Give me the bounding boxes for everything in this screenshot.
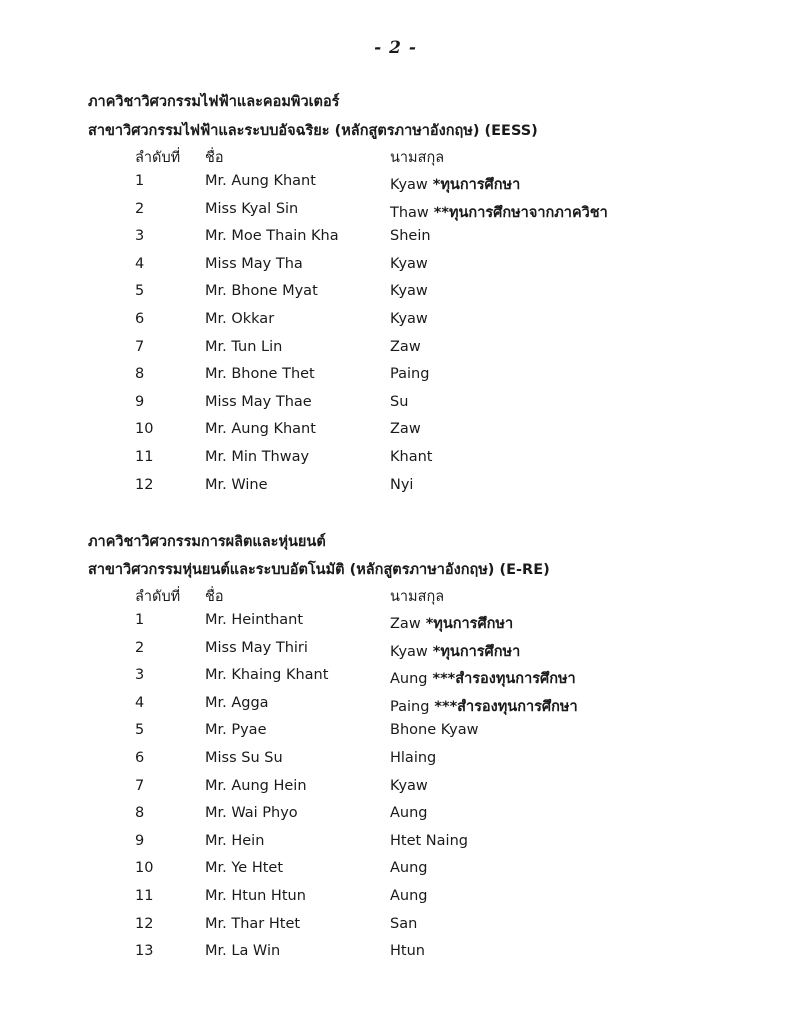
table-row (0, 805, 791, 827)
surname: Zaw (390, 338, 421, 355)
first-name: Mr. Agga (205, 694, 269, 711)
column-header-surname: นามสกุล (390, 589, 445, 605)
first-name: Mr. Aung Khant (205, 421, 316, 438)
surname: Zaw (390, 421, 421, 438)
first-name: Mr. Tun Lin (205, 338, 283, 355)
row-number: 1 (135, 612, 145, 628)
first-name: Mr. La Win (205, 943, 281, 960)
row-number: 2 (135, 639, 145, 656)
table-row (0, 612, 791, 634)
table-row (0, 833, 791, 855)
table-row (0, 339, 791, 361)
first-name: Miss Kyal Sin (205, 200, 299, 217)
surname-cell (390, 477, 413, 493)
first-name: Mr. Min Thway (205, 449, 310, 465)
row-number: 1 (135, 173, 145, 189)
table-row (0, 173, 791, 195)
first-name: Mr. Bhone Myat (205, 283, 318, 300)
first-name: Mr. Bhone Thet (205, 366, 315, 383)
column-header-name: ชื่อ (205, 589, 224, 605)
table-row (0, 778, 791, 800)
surname: Shein (390, 228, 431, 245)
row-number: 11 (135, 888, 154, 904)
table-row (0, 667, 791, 689)
row-number: 11 (135, 449, 154, 465)
page-number: - 2 - (374, 38, 417, 58)
surname: Aung (390, 805, 428, 822)
first-name: Mr. Moe Thain Kha (205, 228, 339, 245)
first-name: Mr. Wai Phyo (205, 805, 298, 822)
table-header (0, 585, 791, 607)
first-name: Mr. Heinthant (205, 612, 304, 628)
surname-cell (390, 421, 421, 437)
row-number: 10 (135, 421, 154, 438)
table-row (0, 394, 791, 416)
surname: Aung (390, 888, 428, 904)
surname-cell (390, 201, 608, 224)
first-name: Mr. Okkar (205, 311, 275, 327)
surname: Paing (390, 698, 430, 715)
table-row (0, 449, 791, 471)
first-name: Mr. Aung Khant (205, 173, 316, 189)
scholarship-note: **ทุนการศึกษาจากภาควิชา (433, 204, 608, 221)
surname-cell (390, 339, 421, 355)
first-name: Miss May Thae (205, 393, 312, 410)
surname-cell (390, 228, 431, 244)
row-number: 8 (135, 805, 145, 822)
surname-cell (390, 750, 436, 766)
surname: Bhone Kyaw (390, 722, 479, 739)
surname-cell (390, 667, 576, 690)
row-number: 12 (135, 476, 154, 493)
table-row (0, 366, 791, 388)
department-heading: ภาควิชาวิศวกรรมการผลิตและหุ่นยนต์ (88, 534, 326, 550)
scholarship-note: ***สำรองทุนการศึกษา (432, 671, 576, 688)
scholarship-note: *ทุนการศึกษา (432, 177, 521, 193)
surname: Aung (390, 860, 428, 877)
row-number: 9 (135, 393, 145, 410)
surname: Nyi (390, 476, 414, 493)
surname-cell (390, 449, 432, 465)
first-name: Mr. Pyae (205, 722, 267, 739)
column-header-name: ชื่อ (205, 150, 224, 166)
surname: Kyaw (390, 643, 428, 660)
first-name: Mr. Aung Hein (205, 777, 307, 794)
table-row (0, 201, 791, 223)
column-header-surname: นามสกุล (390, 150, 445, 166)
surname: Thaw (390, 204, 429, 221)
department-heading: ภาควิชาวิศวกรรมไฟฟ้าและคอมพิวเตอร์ (88, 94, 340, 110)
surname: Khant (390, 449, 433, 465)
surname: Htun (390, 943, 425, 960)
surname-cell (390, 860, 428, 876)
first-name: Mr. Hein (205, 832, 265, 849)
row-number: 5 (135, 283, 145, 300)
row-number: 10 (135, 860, 154, 877)
row-number: 4 (135, 255, 145, 272)
table-row (0, 888, 791, 910)
row-number: 7 (135, 777, 145, 794)
surname-cell (390, 366, 429, 382)
row-number: 6 (135, 311, 145, 327)
surname-cell (390, 778, 428, 794)
scholarship-note: ***สำรองทุนการศึกษา (434, 698, 578, 715)
surname: Zaw (390, 616, 421, 632)
surname: Paing (390, 366, 430, 383)
surname-cell (390, 256, 428, 272)
surname-cell (390, 888, 428, 904)
table-row (0, 421, 791, 443)
table-row (0, 695, 791, 717)
surname-cell (390, 640, 520, 663)
scholarship-note: *ทุนการศึกษา (425, 616, 514, 632)
first-name: Mr. Khaing Khant (205, 667, 329, 684)
surname: Kyaw (390, 311, 428, 327)
first-name: Miss May Thiri (205, 639, 308, 656)
row-number: 2 (135, 200, 145, 217)
first-name: Mr. Thar Htet (205, 915, 301, 932)
table-row (0, 640, 791, 662)
surname-cell (390, 722, 479, 738)
row-number: 3 (135, 667, 145, 684)
surname: San (390, 915, 418, 932)
table-row (0, 256, 791, 278)
surname: Aung (390, 671, 428, 688)
row-number: 12 (135, 915, 154, 932)
program-heading: สาขาวิศวกรรมหุ่นยนต์และระบบอัตโนมัติ (หลักสูตรภาษาอังกฤษ) (E-RE) (88, 562, 550, 578)
row-number: 4 (135, 694, 145, 711)
first-name: Miss May Tha (205, 255, 303, 272)
row-number: 7 (135, 338, 145, 355)
surname-cell (390, 283, 428, 299)
table-row (0, 228, 791, 250)
surname-cell (390, 173, 520, 196)
first-name: Mr. Wine (205, 476, 268, 493)
row-number: 8 (135, 366, 145, 383)
first-name: Miss Su Su (205, 750, 283, 766)
surname-cell (390, 943, 425, 959)
surname: Su (390, 393, 409, 410)
program-heading: สาขาวิศวกรรมไฟฟ้าและระบบอัจฉริยะ (หลักสูตรภาษาอังกฤษ) (EESS) (88, 123, 538, 139)
surname: Hlaing (390, 750, 437, 766)
first-name: Mr. Ye Htet (205, 860, 284, 877)
surname-cell (390, 833, 468, 849)
surname: Htet Naing (390, 832, 468, 849)
surname-cell (390, 311, 428, 327)
table-row (0, 283, 791, 305)
surname-cell (390, 695, 578, 718)
row-number: 13 (135, 943, 154, 960)
table-row (0, 750, 791, 772)
table-row (0, 477, 791, 499)
surname-cell (390, 394, 408, 410)
surname-cell (390, 805, 428, 821)
row-number: 5 (135, 722, 145, 739)
table-row (0, 943, 791, 965)
surname: Kyaw (390, 177, 428, 193)
table-row (0, 860, 791, 882)
row-number: 9 (135, 832, 145, 849)
surname-cell (390, 916, 417, 932)
table-row (0, 916, 791, 938)
scholarship-note: *ทุนการศึกษา (432, 643, 521, 660)
column-header-no: ลำดับที่ (135, 150, 181, 166)
column-header-no: ลำดับที่ (135, 589, 181, 605)
table-row (0, 722, 791, 744)
surname: Kyaw (390, 283, 428, 300)
row-number: 3 (135, 228, 145, 245)
surname: Kyaw (390, 255, 428, 272)
surname-cell (390, 612, 513, 635)
table-row (0, 311, 791, 333)
first-name: Mr. Htun Htun (205, 888, 306, 904)
row-number: 6 (135, 750, 145, 766)
surname: Kyaw (390, 777, 428, 794)
table-header (0, 146, 791, 168)
